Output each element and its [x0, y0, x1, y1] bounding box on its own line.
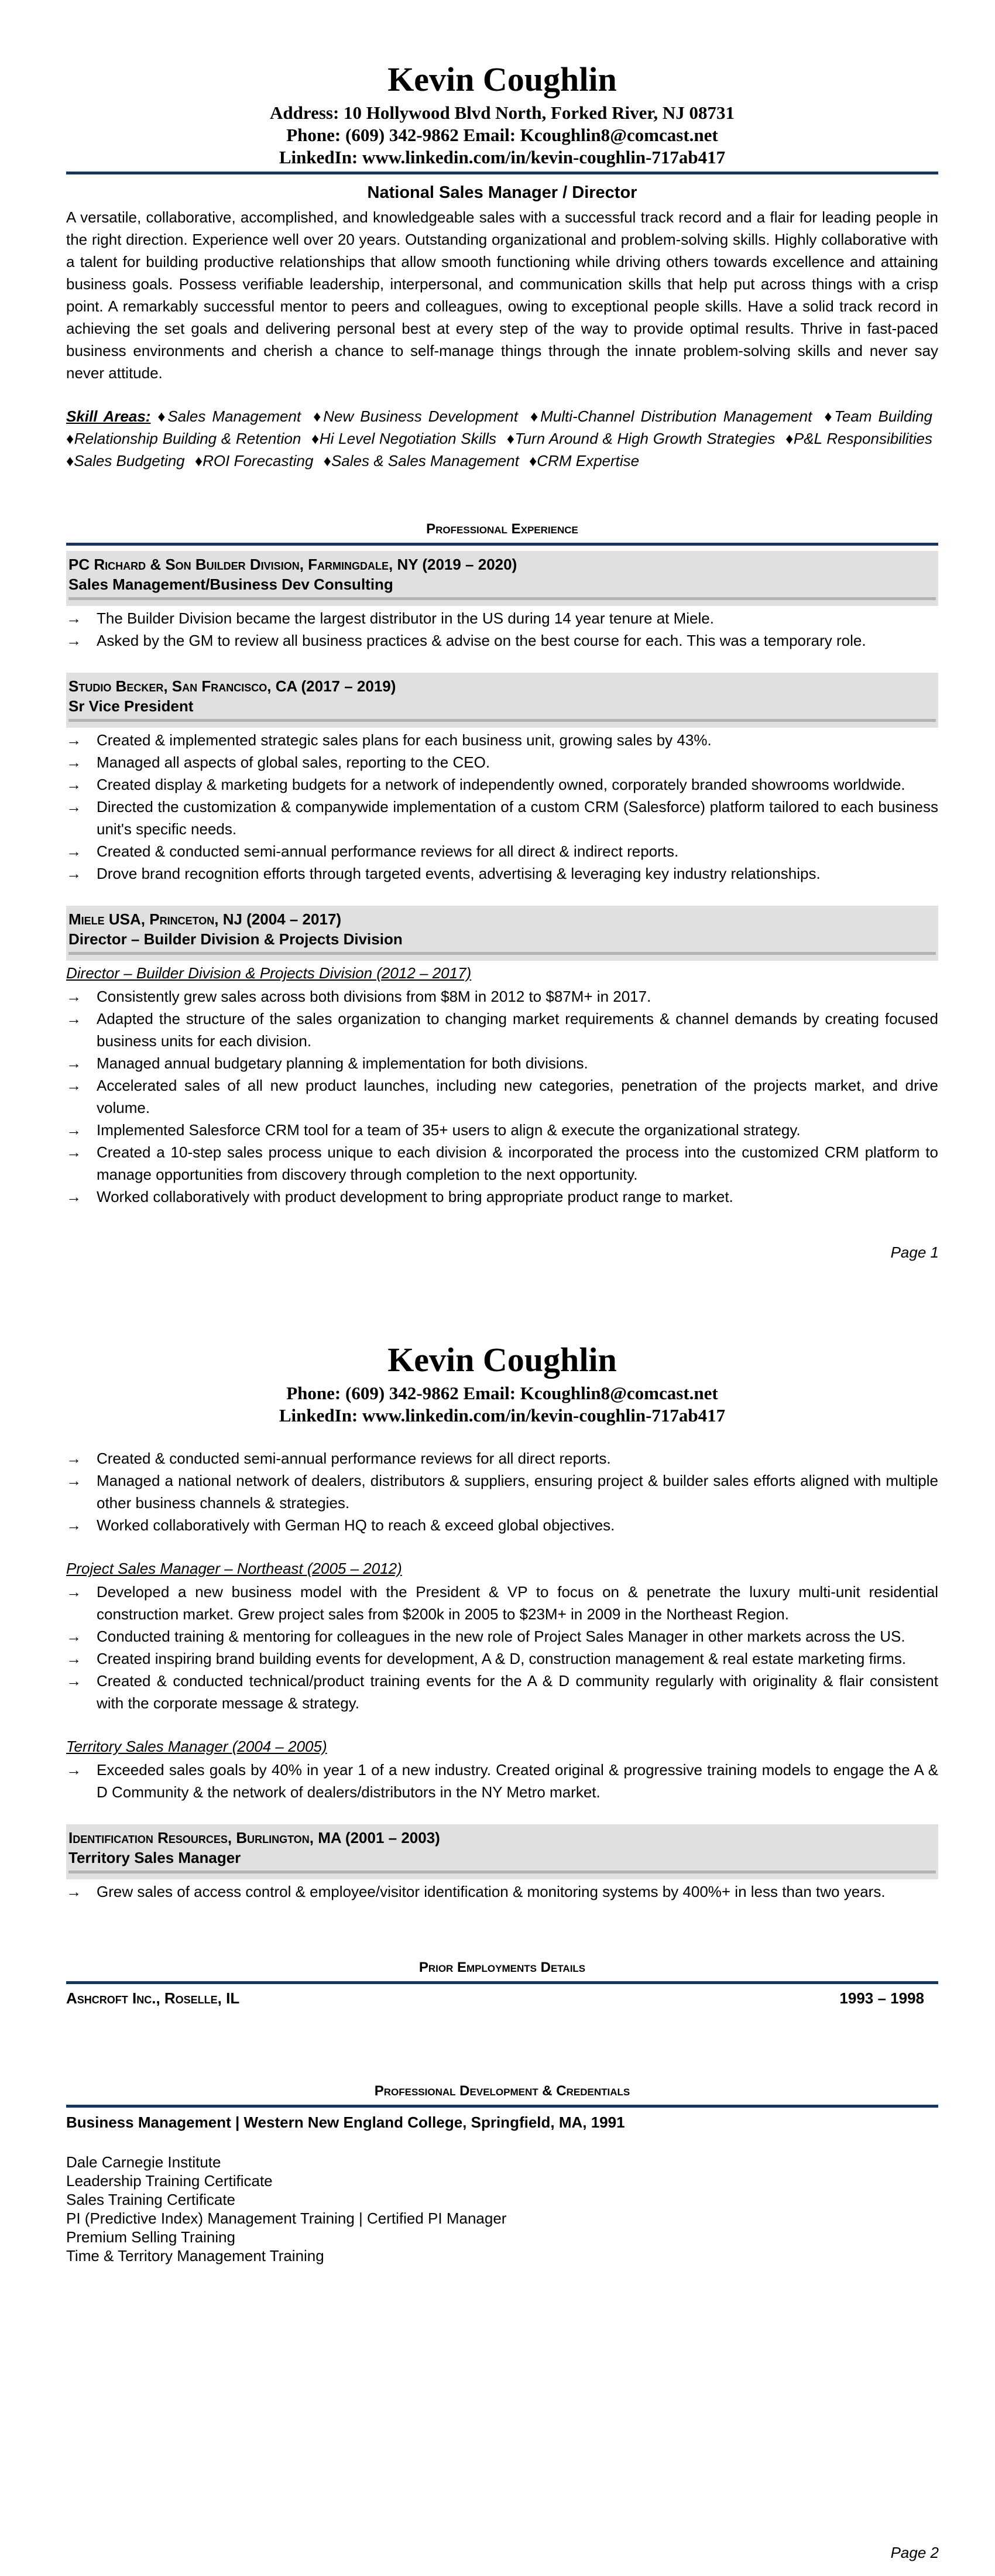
- achievement-item: [66, 840, 938, 862]
- achievement-text: Created & conducted semi-annual performance reviews for all direct & indirect reports.: [97, 842, 679, 860]
- right-arrow-icon: →: [66, 865, 81, 882]
- right-arrow-icon: →: [66, 1650, 81, 1667]
- section-divider: [66, 2105, 938, 2108]
- achievement-item: [66, 1759, 938, 1803]
- professional-title: National Sales Manager / Director: [367, 183, 637, 202]
- job-header-box: [66, 906, 938, 961]
- skill-item: ♦Team Building: [824, 407, 933, 425]
- skill-item: ♦Hi Level Negotiation Skills: [311, 430, 496, 447]
- achievement-text: Created a 10-step sales process unique to each division & incorporated the process into the customized CRM platform to manage opportunities from discovery through completion to the next opportunity.: [97, 1143, 938, 1183]
- achievement-text: Created inspiring brand building events for development, A & D, construction management & real estate marketing firms.: [97, 1650, 907, 1667]
- role-group: [66, 1557, 938, 1714]
- achievement-text: Adapted the structure of the sales organization to changing market requirements & channel demands by creating focused business units for each division.: [97, 1010, 938, 1050]
- job-entry: [66, 1447, 938, 1803]
- section-divider: [66, 543, 938, 546]
- role-subtitle: Project Sales Manager – Northeast (2005 – 2012): [66, 1560, 402, 1577]
- right-arrow-icon: →: [66, 609, 81, 627]
- achievement-text: Created & implemented strategic sales plans for each business unit, growing sales by 43%.: [97, 731, 712, 749]
- certification-item: Dale Carnegie Institute: [66, 2153, 221, 2171]
- job-entry: [66, 673, 938, 885]
- achievement-text: Managed a national network of dealers, distributors & suppliers, ensuring project & builder sales efforts aligned with multiple other business channels & strategies.: [97, 1472, 938, 1512]
- right-arrow-icon: →: [66, 1054, 81, 1072]
- role-group: [66, 1447, 938, 1536]
- achievement-item: [66, 1880, 938, 1903]
- achievement-item: [66, 1670, 938, 1714]
- achievement-item: [66, 1074, 938, 1119]
- job-entry: [66, 1824, 938, 1903]
- experience-list-continued: [66, 1447, 938, 1903]
- job-header-divider: [68, 597, 936, 600]
- achievement-text: Managed all aspects of global sales, reporting to the CEO.: [97, 753, 490, 771]
- right-arrow-icon: →: [66, 1077, 81, 1094]
- phone-email: Phone: (609) 342-9862 Email: Kcoughlin8@comcast.net: [286, 125, 718, 145]
- right-arrow-icon: →: [66, 632, 81, 649]
- job-entry: [66, 551, 938, 652]
- achievement-item: [66, 1052, 938, 1074]
- company-name: Studio Becker, San Francisco, CA (2017 – 2019): [68, 677, 396, 695]
- right-arrow-icon: →: [66, 1143, 81, 1161]
- achievement-text: The Builder Division became the largest distributor in the US during 14 year tenure at Miele.: [97, 609, 714, 627]
- achievement-list: [66, 1759, 938, 1803]
- achievement-item: [66, 985, 938, 1008]
- role-group: [66, 962, 938, 1208]
- address: Address: 10 Hollywood Blvd North, Forked River, NJ 08731: [270, 102, 735, 123]
- prior-company: Ashcroft Inc., Roselle, IL: [66, 1989, 240, 2007]
- role-group: [66, 607, 938, 652]
- achievement-item: [66, 862, 938, 885]
- right-arrow-icon: →: [66, 1472, 81, 1489]
- achievement-list: [66, 607, 938, 652]
- company-name: PC Richard & Son Builder Division, Farmingdale, NY (2019 – 2020): [68, 556, 517, 573]
- skill-areas: [66, 405, 938, 472]
- skill-item: ♦Sales & Sales Management: [323, 452, 519, 470]
- right-arrow-icon: →: [66, 798, 81, 816]
- achievement-text: Exceeded sales goals by 40% in year 1 of a new industry. Created original & progressive training models to engage the A & D Community & the network of dealers/distributors in the NY Metro market.: [97, 1761, 938, 1801]
- achievement-item: [66, 1119, 938, 1141]
- achievement-item: [66, 1469, 938, 1514]
- company-name: Miele USA, Princeton, NJ (2004 – 2017): [68, 910, 342, 928]
- section-heading-development: Professional Development & Credentials: [374, 2083, 630, 2099]
- achievement-list: [66, 729, 938, 885]
- achievement-item: [66, 773, 938, 796]
- certification-item: Time & Territory Management Training: [66, 2247, 324, 2265]
- achievement-text: Implemented Salesforce CRM tool for a team of 35+ users to align & execute the organizational strategy.: [97, 1121, 801, 1139]
- achievement-text: Created & conducted technical/product training events for the A & D community regularly with originality & flair consistent with the corporate message & strategy.: [97, 1672, 938, 1712]
- section-heading-experience: Professional Experience: [426, 521, 578, 537]
- achievement-item: [66, 1625, 938, 1647]
- achievement-text: Worked collaboratively with product development to bring appropriate product range to market.: [97, 1188, 733, 1205]
- resume-page-1: [66, 61, 938, 1208]
- experience-list: [66, 551, 938, 1208]
- linkedin: LinkedIn: www.linkedin.com/in/kevin-coughlin-717ab417: [279, 1405, 726, 1426]
- achievement-text: Conducted training & mentoring for colleagues in the new role of Project Sales Manager in other markets across the US.: [97, 1628, 905, 1645]
- page-number: Page 1: [890, 1244, 939, 1261]
- job-header-box: [66, 673, 938, 728]
- job-entry: [66, 906, 938, 1208]
- page-number: Page 2: [890, 2544, 939, 2561]
- candidate-name: Kevin Coughlin: [387, 60, 617, 98]
- achievement-item: [66, 1008, 938, 1052]
- certification-item: PI (Predictive Index) Management Training | Certified PI Manager: [66, 2210, 507, 2227]
- achievement-text: Consistently grew sales across both divisions from $8M in 2012 to $87M+ in 2017.: [97, 988, 651, 1005]
- certification-item: Premium Selling Training: [66, 2228, 236, 2246]
- achievement-item: [66, 729, 938, 751]
- achievement-list: [66, 1880, 938, 1903]
- achievement-text: Managed annual budgetary planning & implementation for both divisions.: [97, 1054, 588, 1072]
- achievement-list: [66, 985, 938, 1208]
- skill-item: ♦Relationship Building & Retention: [66, 430, 301, 447]
- role-subtitle: Director – Builder Division & Projects Division (2012 – 2017): [66, 964, 472, 982]
- achievement-item: [66, 796, 938, 840]
- achievement-text: Worked collaboratively with German HQ to reach & exceed global objectives.: [97, 1516, 615, 1534]
- section-divider: [66, 1981, 938, 1984]
- job-header-box: [66, 551, 938, 606]
- achievement-list: [66, 1447, 938, 1536]
- role-group: [66, 1735, 938, 1803]
- achievement-item: [66, 751, 938, 773]
- skill-item: ♦Multi-Channel Distribution Management: [530, 407, 812, 425]
- achievement-text: Created display & marketing budgets for a network of independently owned, corporately branded showrooms worldwide.: [97, 776, 905, 793]
- right-arrow-icon: →: [66, 1761, 81, 1779]
- job-role: Territory Sales Manager: [68, 1849, 241, 1866]
- achievement-text: Directed the customization & companywide implementation of a custom CRM (Salesforce) platform tailored to each business unit's specific needs.: [97, 798, 938, 838]
- achievement-list: [66, 1581, 938, 1714]
- right-arrow-icon: →: [66, 1450, 81, 1467]
- achievement-text: Accelerated sales of all new product launches, including new categories, penetration of the projects market, and drive volume.: [97, 1077, 938, 1116]
- linkedin: LinkedIn: www.linkedin.com/in/kevin-coughlin-717ab417: [279, 147, 726, 167]
- degree: Business Management | Western New England College, Springfield, MA, 1991: [66, 2113, 625, 2131]
- right-arrow-icon: →: [66, 1010, 81, 1027]
- right-arrow-icon: →: [66, 1672, 81, 1690]
- right-arrow-icon: →: [66, 1883, 81, 1900]
- role-group: [66, 729, 938, 885]
- job-role: Director – Builder Division & Projects Division: [68, 930, 403, 948]
- phone-email: Phone: (609) 342-9862 Email: Kcoughlin8@comcast.net: [286, 1383, 718, 1403]
- achievement-item: [66, 629, 938, 652]
- section-heading-prior: Prior Employments Details: [418, 1960, 586, 1975]
- achievement-item: [66, 1647, 938, 1670]
- prior-years: 1993 – 1998: [839, 1989, 924, 2007]
- achievement-item: [66, 1514, 938, 1536]
- resume-page-2: [66, 1341, 938, 2265]
- certification-item: Sales Training Certificate: [66, 2191, 236, 2208]
- skill-item: ♦ROI Forecasting: [194, 452, 314, 470]
- right-arrow-icon: →: [66, 731, 81, 749]
- job-header-divider: [68, 1871, 936, 1873]
- summary-paragraph: A versatile, collaborative, accomplished, and knowledgeable sales with a successful track record and a flair for leading people in the right direction. Experience well over 20 years. Outstanding organizational and problem-solving skills. Highly collaborative with a talent for building productive relationships that allow smooth functioning while driving others towards excellence and attaining business goals. Possess verifiable leadership, interpersonal, and communication skills that help put across things with a crisp point. A remarkably successful mentor to peers and colleagues, owing to exceptional people skills. Have a solid track record in achieving the set goals and delivering personal best at every step of the way to provide optimal results. Thrive in fast-paced business environments and cherish a chance to self-manage things through the innate problem-solving skills and never say never attitude.: [66, 208, 938, 382]
- achievement-item: [66, 607, 938, 629]
- skill-areas-label: Skill Areas:: [66, 407, 151, 425]
- achievement-text: Asked by the GM to review all business practices & advise on the best course for each. This was a temporary role.: [97, 632, 866, 649]
- right-arrow-icon: →: [66, 753, 81, 771]
- right-arrow-icon: →: [66, 776, 81, 793]
- right-arrow-icon: →: [66, 1516, 81, 1534]
- achievement-item: [66, 1186, 938, 1208]
- candidate-name: Kevin Coughlin: [387, 1341, 617, 1379]
- achievement-text: Developed a new business model with the President & VP to focus on & penetrate the luxury multi-unit residential construction market. Grew project sales from $200k in 2005 to $23M+ in 2009 in the Northeast Region.: [97, 1583, 938, 1623]
- right-arrow-icon: →: [66, 1628, 81, 1645]
- right-arrow-icon: →: [66, 1121, 81, 1139]
- right-arrow-icon: →: [66, 1188, 81, 1205]
- skill-item: ♦New Business Development: [313, 407, 518, 425]
- prior-employment-row: [66, 1988, 938, 2008]
- achievement-text: Grew sales of access control & employee/visitor identification & monitoring systems by 400%+ in less than two years.: [97, 1883, 886, 1900]
- certification-item: Leadership Training Certificate: [66, 2172, 273, 2190]
- skill-item: ♦Turn Around & High Growth Strategies: [506, 430, 776, 447]
- achievement-text: Created & conducted semi-annual performance reviews for all direct reports.: [97, 1450, 611, 1467]
- achievement-item: [66, 1141, 938, 1186]
- achievement-text: Drove brand recognition efforts through targeted events, advertising & leveraging key industry relationships.: [97, 865, 821, 882]
- job-header-divider: [68, 719, 936, 722]
- job-header-box: [66, 1824, 938, 1879]
- achievement-item: [66, 1447, 938, 1469]
- skill-item: ♦Sales Management: [155, 407, 301, 425]
- header-divider: [66, 172, 938, 174]
- job-role: Sales Management/Business Dev Consulting: [68, 576, 393, 593]
- job-role: Sr Vice President: [68, 697, 194, 715]
- skill-item: ♦P&L Responsibilities: [785, 430, 932, 447]
- right-arrow-icon: →: [66, 988, 81, 1005]
- right-arrow-icon: →: [66, 1583, 81, 1601]
- right-arrow-icon: →: [66, 842, 81, 860]
- achievement-item: [66, 1581, 938, 1625]
- skill-item: ♦Sales Budgeting: [66, 452, 185, 470]
- job-header-divider: [68, 952, 936, 955]
- skill-item: ♦CRM Expertise: [529, 452, 640, 470]
- role-subtitle: Territory Sales Manager (2004 – 2005): [66, 1738, 327, 1755]
- certification-list: [66, 2153, 938, 2265]
- role-group: [66, 1880, 938, 1903]
- company-name: Identification Resources, Burlington, MA (2001 – 2003): [68, 1829, 440, 1847]
